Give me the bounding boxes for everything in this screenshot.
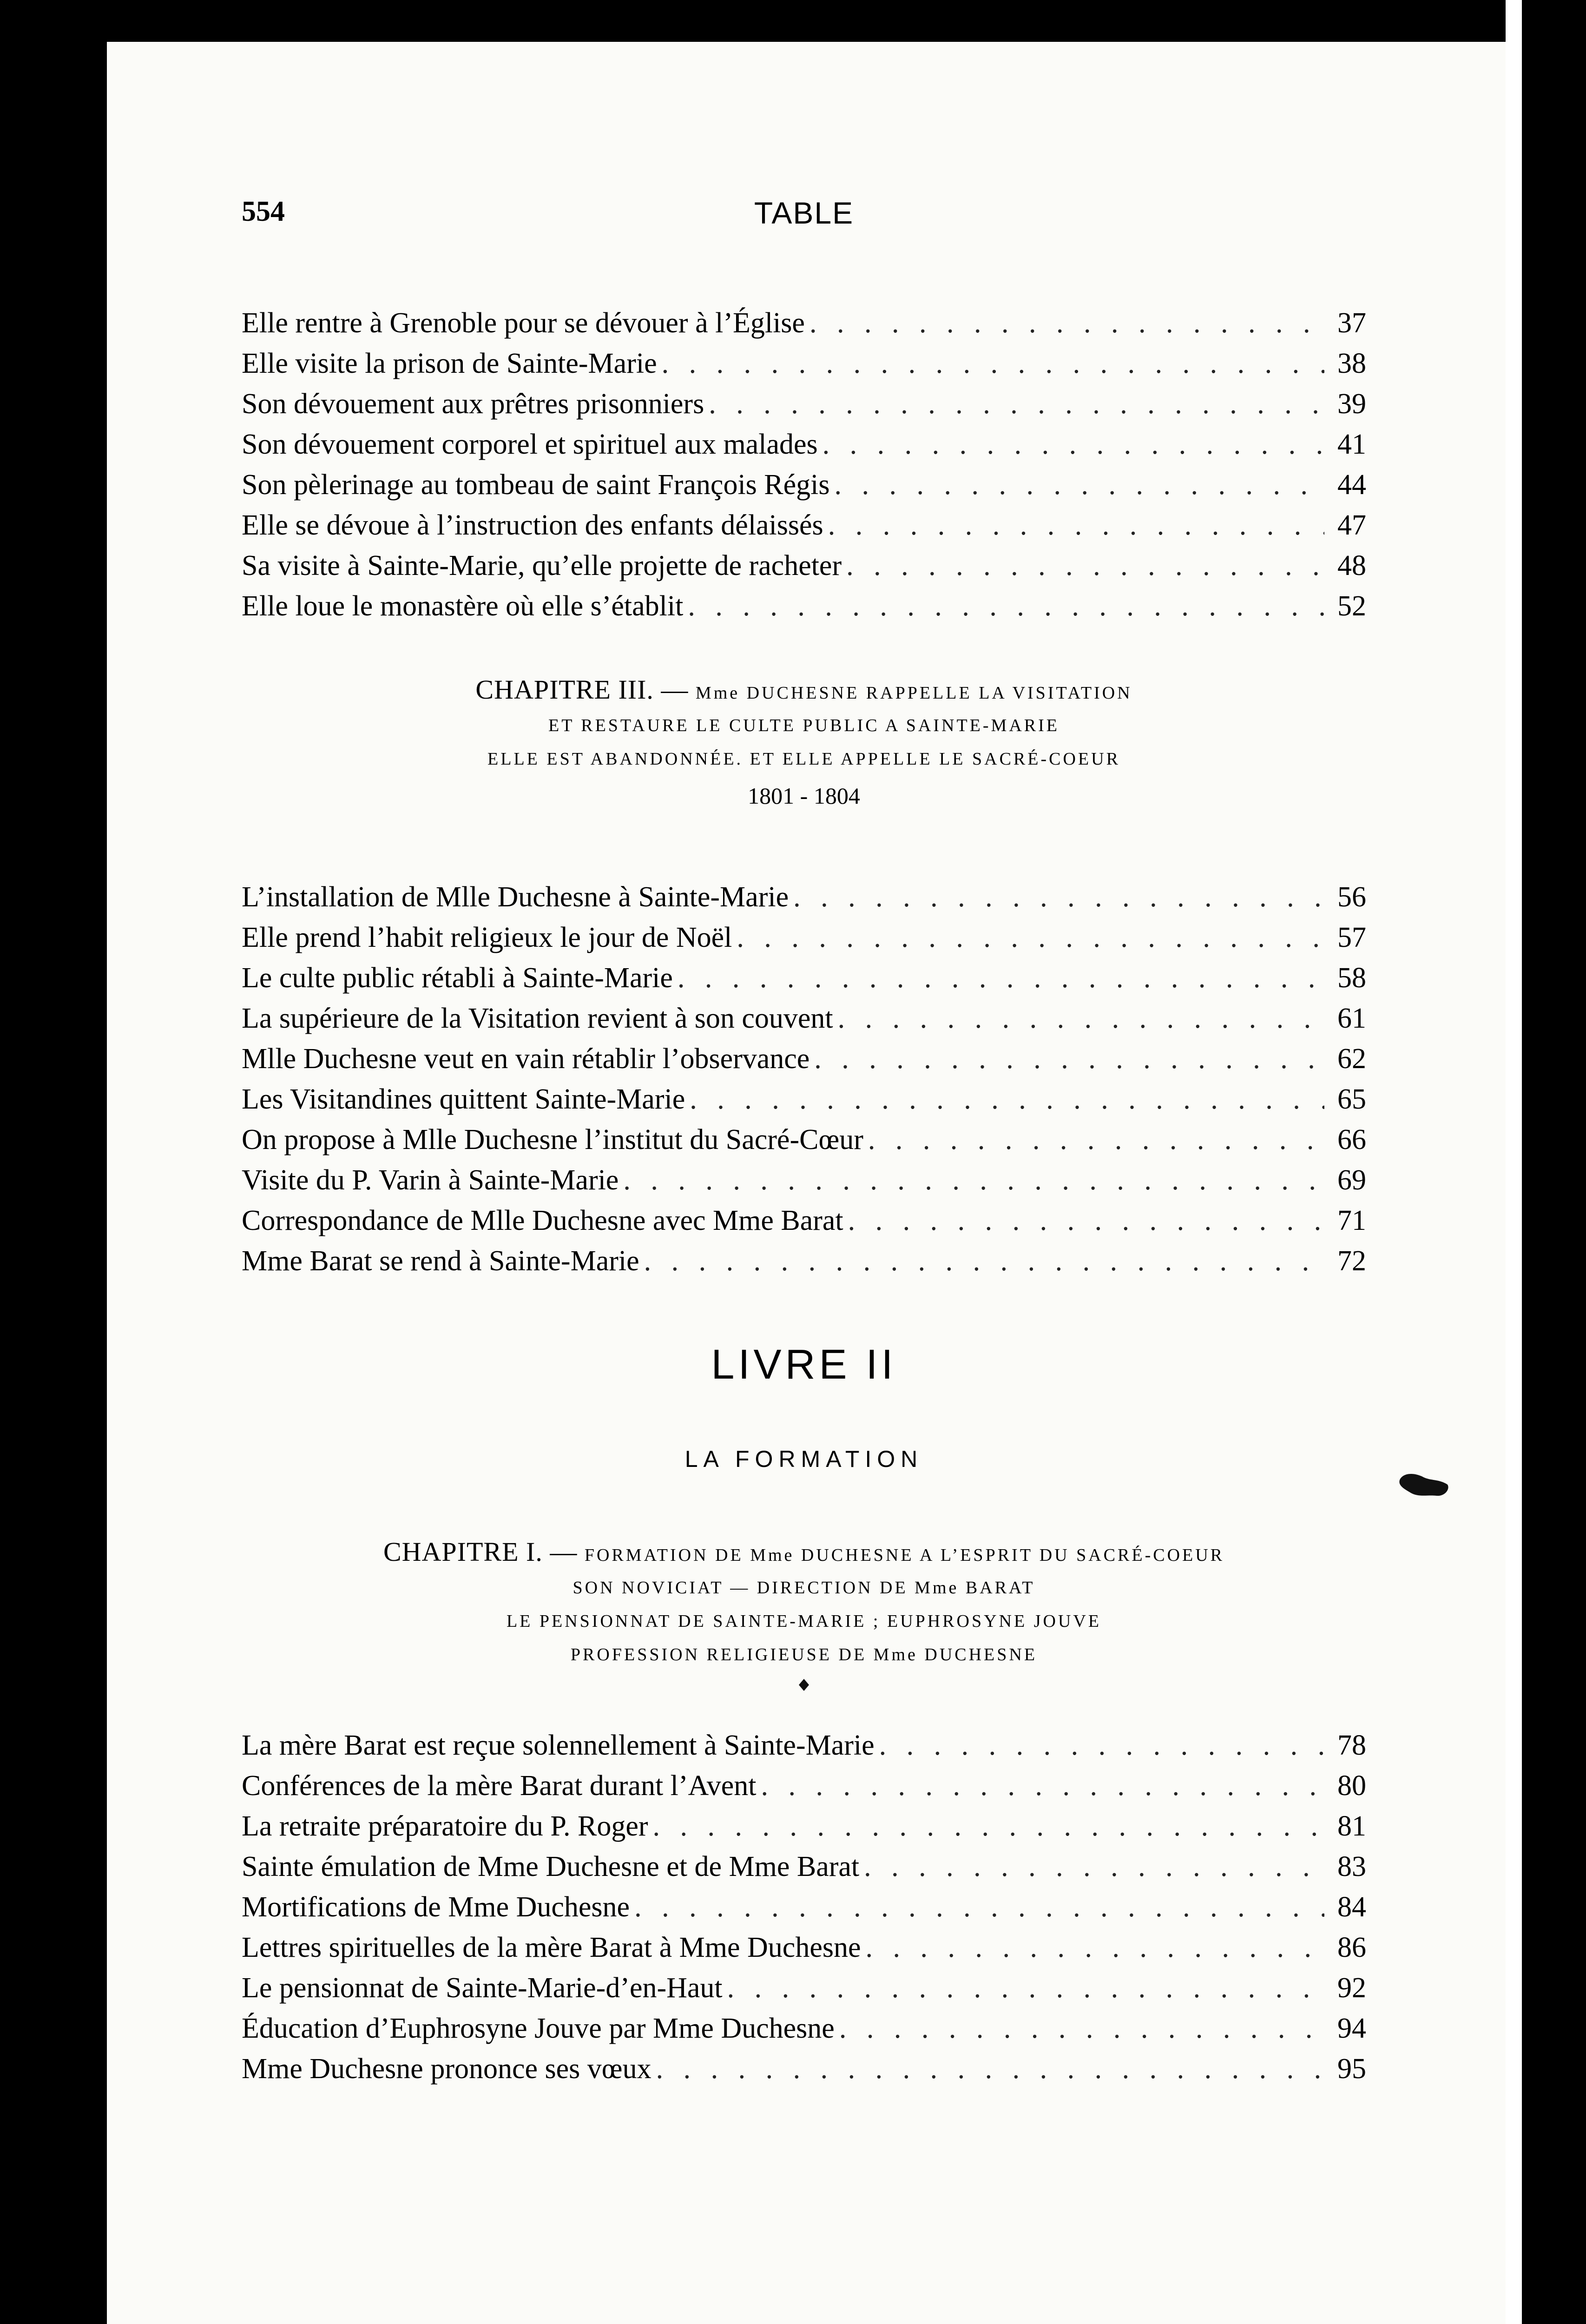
toc-entry[interactable]: La retraite préparatoire du P. Roger . . . 81 — [242, 1810, 1366, 1850]
toc-entry[interactable]: Sa visite à Sainte-Marie, qu’elle projette de racheter . . . 48 — [242, 549, 1366, 590]
toc-entry[interactable]: Le pensionnat de Sainte-Marie-d’en-Haut . . . 92 — [242, 1972, 1366, 2012]
toc-entry[interactable]: Lettres spirituelles de la mère Barat à Mme Duchesne . . . 86 — [242, 1931, 1366, 1972]
toc-entry[interactable]: Mlle Duchesne veut en vain rétablir l’observance . . . 62 — [242, 1043, 1366, 1083]
chapter-title-line: LE PENSIONNAT DE SAINTE-MARIE ; EUPHROSYNE JOUVE — [506, 1611, 1102, 1631]
toc-entry[interactable]: Les Visitandines quittent Sainte-Marie . . . 65 — [242, 1083, 1366, 1123]
toc-entry[interactable]: La mère Barat est reçue solennellement à Sainte-Marie . . . 78 — [242, 1729, 1366, 1769]
toc-chapter-i — [242, 1729, 1366, 2093]
chapter-heading-i — [242, 1536, 1366, 1692]
toc-entry[interactable]: Mme Duchesne prononce ses vœux . . . 95 — [242, 2053, 1366, 2093]
chapter-heading-iii — [242, 674, 1366, 809]
book-title: LIVRE II — [711, 1341, 897, 1388]
chapter-title-line: FORMATION DE Mme DUCHESNE A L’ESPRIT DU SACRÉ-COEUR — [584, 1545, 1225, 1565]
toc-section-1 — [242, 307, 1366, 630]
toc-entry[interactable]: Son pèlerinage au tombeau de saint François Régis . . . 44 — [242, 469, 1366, 509]
ink-blot — [1396, 1469, 1452, 1501]
book-subtitle: LA FORMATION — [684, 1446, 923, 1472]
toc-entry[interactable]: Le culte public rétabli à Sainte-Marie . . . 58 — [242, 962, 1366, 1002]
chapter-label: CHAPITRE III. — — [475, 674, 689, 705]
toc-entry[interactable]: Mortifications de Mme Duchesne . . . 84 — [242, 1891, 1366, 1931]
toc-entry[interactable]: Elle rentre à Grenoble pour se dévouer à l’Église . . . 37 — [242, 307, 1366, 347]
toc-entry[interactable]: Elle loue le monastère où elle s’établit . . . 52 — [242, 590, 1366, 630]
page-title: TABLE — [754, 196, 854, 230]
toc-entry[interactable]: Son dévouement corporel et spirituel aux malades . . . 41 — [242, 428, 1366, 469]
toc-entry[interactable]: Elle visite la prison de Sainte-Marie . . . 38 — [242, 347, 1366, 388]
ornament-diamond-icon — [797, 1678, 811, 1692]
toc-entry[interactable]: Correspondance de Mlle Duchesne avec Mme Barat . . . 71 — [242, 1204, 1366, 1245]
running-header — [242, 195, 1366, 242]
chapter-label: CHAPITRE I. — — [383, 1537, 578, 1567]
chapter-title-line: ELLE EST ABANDONNÉE. ET ELLE APPELLE LE SACRÉ-COEUR — [487, 749, 1120, 769]
toc-entry[interactable]: Conférences de la mère Barat durant l’Avent . . . 80 — [242, 1769, 1366, 1810]
chapter-title-line: Mme DUCHESNE RAPPELLE LA VISITATION — [695, 683, 1132, 703]
toc-chapter-iii — [242, 881, 1366, 1285]
toc-entry[interactable]: L’installation de Mlle Duchesne à Sainte-Marie . . . 56 — [242, 881, 1366, 921]
toc-entry[interactable]: On propose à Mlle Duchesne l’institut du Sacré-Cœur . . . 66 — [242, 1123, 1366, 1164]
page-edge — [1506, 0, 1522, 2324]
chapter-years: 1801 - 1804 — [748, 783, 860, 809]
page-number: 554 — [242, 196, 285, 227]
toc-entry[interactable]: Elle se dévoue à l’instruction des enfants délaissés . . . 47 — [242, 509, 1366, 549]
toc-entry[interactable]: Éducation d’Euphrosyne Jouve par Mme Duchesne . . . 94 — [242, 2012, 1366, 2053]
chapter-title-line: SON NOVICIAT — DIRECTION DE Mme BARAT — [573, 1578, 1035, 1598]
toc-entry[interactable]: Mme Barat se rend à Sainte-Marie . . . 72 — [242, 1245, 1366, 1285]
chapter-title-line: ET RESTAURE LE CULTE PUBLIC A SAINTE-MARIE — [548, 716, 1060, 735]
chapter-title-line: PROFESSION RELIGIEUSE DE Mme DUCHESNE — [570, 1645, 1038, 1664]
toc-entry[interactable]: Elle prend l’habit religieux le jour de Noël . . . 57 — [242, 921, 1366, 962]
toc-entry[interactable]: Visite du P. Varin à Sainte-Marie . . . 69 — [242, 1164, 1366, 1204]
toc-entry[interactable]: Sainte émulation de Mme Duchesne et de Mme Barat . . . 83 — [242, 1850, 1366, 1891]
toc-entry[interactable]: La supérieure de la Visitation revient à son couvent . . . 61 — [242, 1002, 1366, 1043]
toc-entry[interactable]: Son dévouement aux prêtres prisonniers . . . 39 — [242, 388, 1366, 428]
